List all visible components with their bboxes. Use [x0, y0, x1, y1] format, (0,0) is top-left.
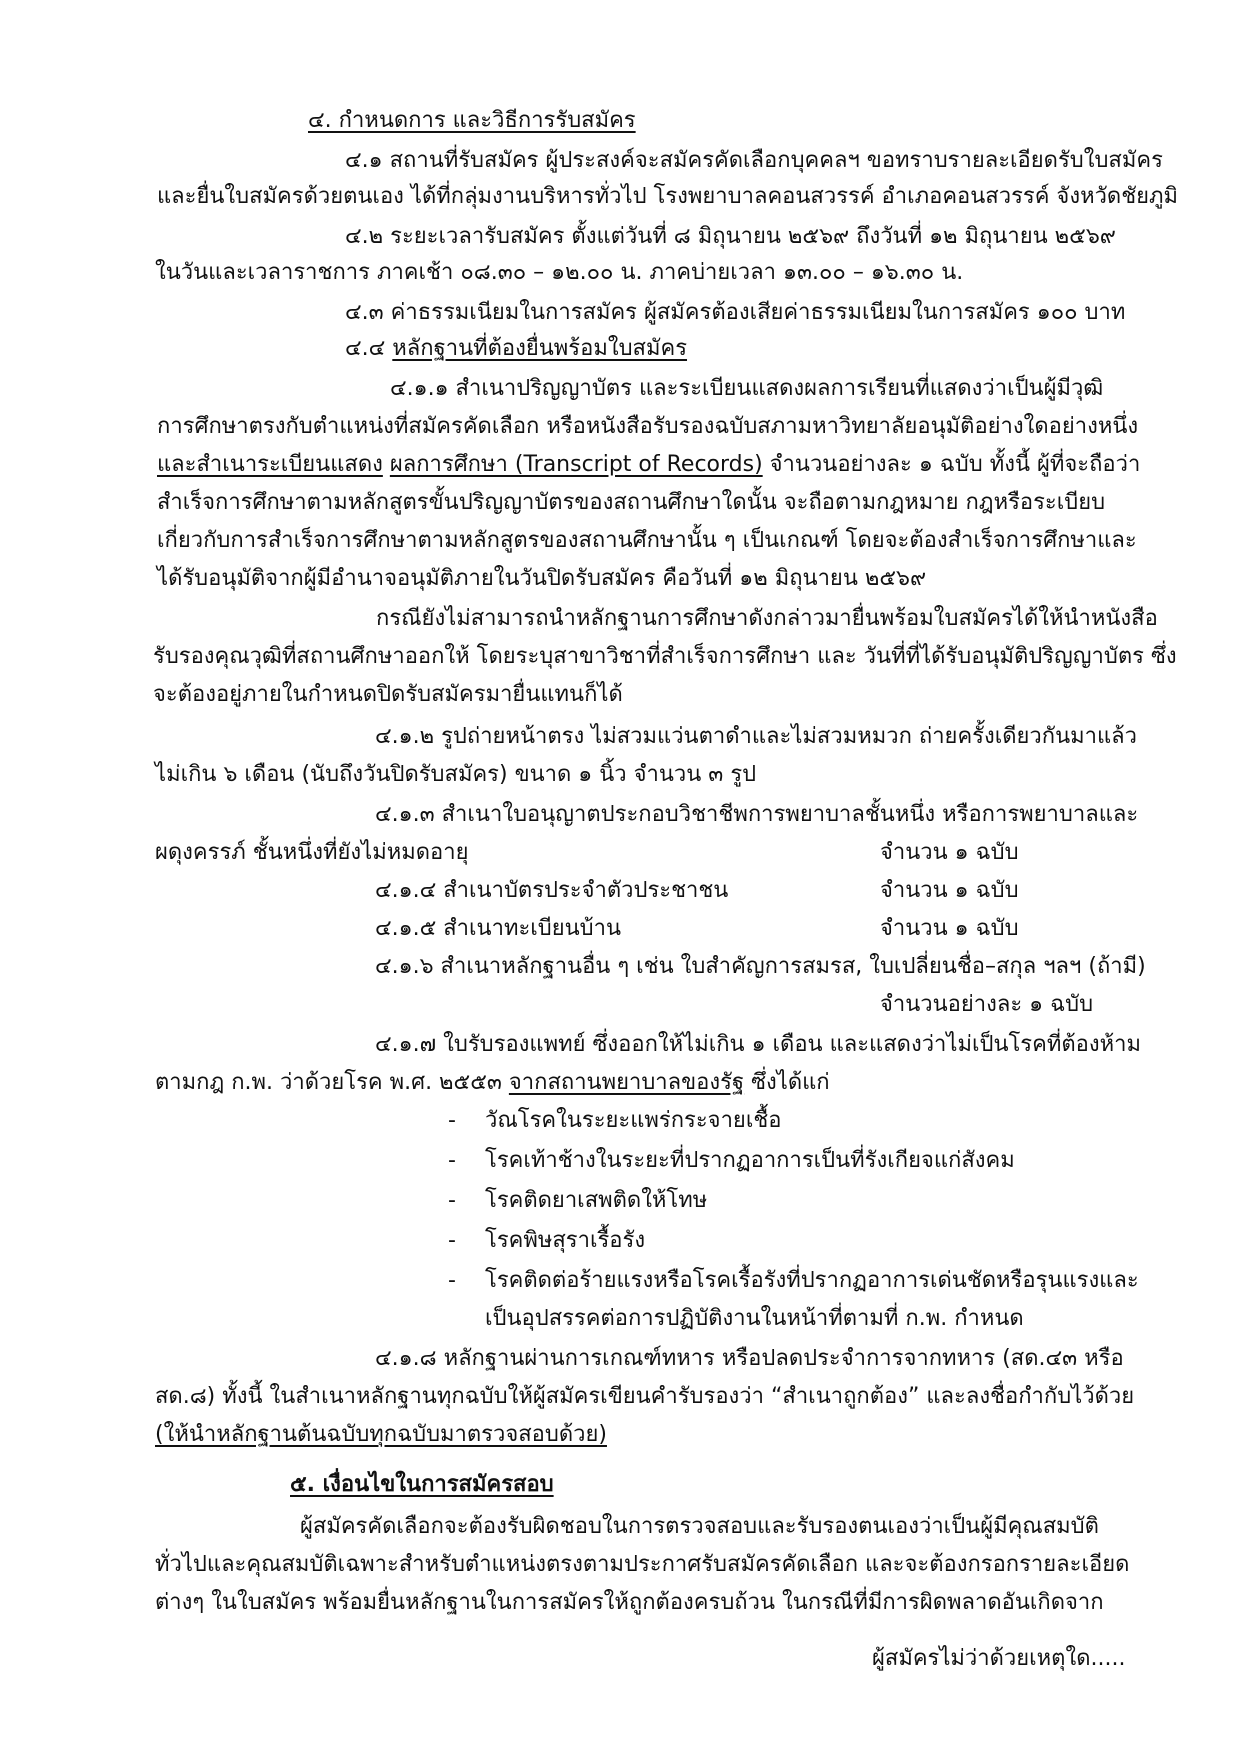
i411-line2: การศึกษาตรงกับตำแหน่งที่สมัครคัดเลือก หรือหนังสือรับรองฉบับสภามหาวิทยาลัยอนุมัติอย่างใดอย่างหนึ่ง	[157, 414, 1139, 439]
s5-line1: ผู้สมัครคัดเลือกจะต้องรับผิดชอบในการตรวจสอบและรับรองตนเองว่าเป็นผู้มีคุณสมบัติ	[300, 1514, 1099, 1539]
i416-line1: ๔.๑.๖ สำเนาหลักฐานอื่น ๆ เช่น ใบสำคัญการสมรส, ใบเปลี่ยนชื่อ–สกุล ฯลฯ (ถ้ามี)	[375, 954, 1146, 979]
s42-line2: ในวันและเวลาราชการ ภาคเช้า ๐๘.๓๐ – ๑๒.๐๐ น. ภาคบ่ายเวลา ๑๓.๐๐ – ๑๖.๓๐ น.	[155, 260, 964, 285]
i413-line1: ๔.๑.๓ สำเนาใบอนุญาตประกอบวิชาชีพการพยาบาลชั้นหนึ่ง หรือการพยาบาลและ	[375, 802, 1139, 827]
i411-line6: ได้รับอนุมัติจากผู้มีอำนาจอนุมัติภายในวันปิดรับสมัคร คือวันที่ ๑๒ มิถุนายน ๒๕๖๙	[157, 566, 927, 591]
s5-line3: ต่างๆ ในใบสมัคร พร้อมยื่นหลักฐานในการสมัครให้ถูกต้องครบถ้วน ในกรณีที่มีการผิดพลาดอันเกิดจาก	[155, 1590, 1104, 1615]
disease-item-continued: เป็นอุปสรรคต่อการปฏิบัติงานในหน้าที่ตามที่ ก.พ. กำหนด	[485, 1306, 1024, 1331]
i414-text: ๔.๑.๔ สำเนาบัตรประจำตัวประชาชน	[375, 878, 729, 903]
section-4-title: ๔. กำหนดการ และวิธีการรับสมัคร	[308, 108, 636, 133]
i417-line1: ๔.๑.๗ ใบรับรองแพทย์ ซึ่งออกให้ไม่เกิน ๑ เดือน และแสดงว่าไม่เป็นโรคที่ต้องห้าม	[375, 1032, 1141, 1057]
s44-line: ๔.๔ หลักฐานที่ต้องยื่นพร้อมใบสมัคร	[345, 336, 688, 361]
disease-item: โรคเท้าช้างในระยะที่ปรากฏอาการเป็นที่รังเกียจแก่สังคม	[485, 1148, 1015, 1173]
s41-line1: ๔.๑ สถานที่รับสมัคร ผู้ประสงค์จะสมัครคัดเลือกบุคคลฯ ขอทราบรายละเอียดรับใบสมัคร	[345, 148, 1163, 173]
s43-line: ๔.๓ ค่าธรรมเนียมในการสมัคร ผู้สมัครต้องเสียค่าธรรมเนียมในการสมัคร ๑๐๐ บาท	[345, 300, 1126, 325]
i412-line2: ไม่เกิน ๖ เดือน (นับถึงวันปิดรับสมัคร) ขนาด ๑ นิ้ว จำนวน ๓ รูป	[155, 762, 757, 787]
i417-line2: ตามกฎ ก.พ. ว่าด้วยโรค พ.ศ. ๒๕๕๓ จากสถานพยาบาลของรัฐ ซึ่งได้แก่	[155, 1070, 830, 1095]
i411-case-line2: รับรองคุณวุฒิที่สถานศึกษาออกให้ โดยระบุสาขาวิชาที่สำเร็จการศึกษา และ วันที่ที่ได้รับอนุมัติปริญญาบัตร ซึ่ง	[153, 644, 1177, 669]
i412-line1: ๔.๑.๒ รูปถ่ายหน้าตรง ไม่สวมแว่นตาดำและไม่สวมหมวก ถ่ายครั้งเดียวกันมาแล้ว	[375, 724, 1137, 749]
s41-line2: และยื่นใบสมัครด้วยตนเอง ได้ที่กลุ่มงานบริหารทั่วไป โรงพยาบาลคอนสวรรค์ อำเภอคอนสวรรค์ จังหวัดชัยภูมิ	[157, 184, 1179, 209]
disease-item: โรคติดต่อร้ายแรงหรือโรคเรื้อรังที่ปรากฏอาการเด่นชัดหรือรุนแรงและ	[485, 1268, 1139, 1293]
i411-case-line1: กรณียังไม่สามารถนำหลักฐานการศึกษาดังกล่าวมายื่นพร้อมใบสมัครได้ให้นำหนังสือ	[376, 606, 1158, 631]
i411-line5: เกี่ยวกับการสำเร็จการศึกษาตามหลักสูตรของสถานศึกษานั้น ๆ เป็นเกณฑ์ โดยจะต้องสำเร็จการศึกษาและ	[157, 528, 1137, 553]
disease-item: โรคพิษสุราเรื้อรัง	[485, 1228, 646, 1253]
i418-line1: ๔.๑.๘ หลักฐานผ่านการเกณฑ์ทหาร หรือปลดประจำการจากทหาร (สด.๔๓ หรือ	[375, 1346, 1124, 1371]
bullet-dash: -	[448, 1108, 456, 1133]
disease-item: โรคติดยาเสพติดให้โทษ	[485, 1188, 708, 1213]
i415-text: ๔.๑.๕ สำเนาทะเบียนบ้าน	[375, 916, 622, 941]
s5-line2: ทั่วไปและคุณสมบัติเฉพาะสำหรับตำแหน่งตรงตามประกาศรับสมัครคัดเลือก และจะต้องกรอกรายละเอียด	[155, 1552, 1130, 1577]
i415-qty: จำนวน ๑ ฉบับ	[880, 916, 1019, 941]
section-5-title: ๕. เงื่อนไขในการสมัครสอบ	[290, 1472, 554, 1497]
i413-line2: ผดุงครรภ์ ชั้นหนึ่งที่ยังไม่หมดอายุ	[155, 840, 469, 865]
i411-case-line3: จะต้องอยู่ภายในกำหนดปิดรับสมัครมายื่นแทนก็ได้	[153, 682, 623, 707]
disease-item: วัณโรคในระยะแพร่กระจายเชื้อ	[485, 1108, 782, 1133]
bullet-dash: -	[448, 1148, 456, 1173]
i411-line4: สำเร็จการศึกษาตามหลักสูตรขั้นปริญญาบัตรของสถานศึกษาใดนั้น จะถือตามกฎหมาย กฎหรือระเบียบ	[157, 490, 1106, 515]
i418-line3: (ให้นำหลักฐานต้นฉบับทุกฉบับมาตรวจสอบด้วย)	[155, 1422, 607, 1447]
i411-line3: และสำเนาระเบียนแสดง ผลการศึกษา (Transcript of Records) จำนวนอย่างละ ๑ ฉบับ ทั้งนี้ ผู้ที่จะถือว่า	[157, 452, 1141, 477]
i411-line1: ๔.๑.๑ สำเนาปริญญาบัตร และระเบียนแสดงผลการเรียนที่แสดงว่าเป็นผู้มีวุฒิ	[390, 376, 1104, 401]
s42-line1: ๔.๒ ระยะเวลารับสมัคร ตั้งแต่วันที่ ๘ มิถุนายน ๒๕๖๙ ถึงวันที่ ๑๒ มิถุนายน ๒๕๖๙	[345, 224, 1116, 249]
i413-qty: จำนวน ๑ ฉบับ	[880, 840, 1019, 865]
bullet-dash: -	[448, 1188, 456, 1213]
i416-qty: จำนวนอย่างละ ๑ ฉบับ	[880, 992, 1094, 1017]
bullet-dash: -	[448, 1228, 456, 1253]
bullet-dash: -	[448, 1268, 456, 1293]
continuation-text: ผู้สมัครไม่ว่าด้วยเหตุใด.....	[872, 1646, 1126, 1671]
i414-qty: จำนวน ๑ ฉบับ	[880, 878, 1019, 903]
i418-line2: สด.๘) ทั้งนี้ ในสำเนาหลักฐานทุกฉบับให้ผู้สมัครเขียนคำรับรองว่า “สำเนาถูกต้อง” และลงชื่อกำกับไว้ด้วย	[155, 1384, 1135, 1409]
